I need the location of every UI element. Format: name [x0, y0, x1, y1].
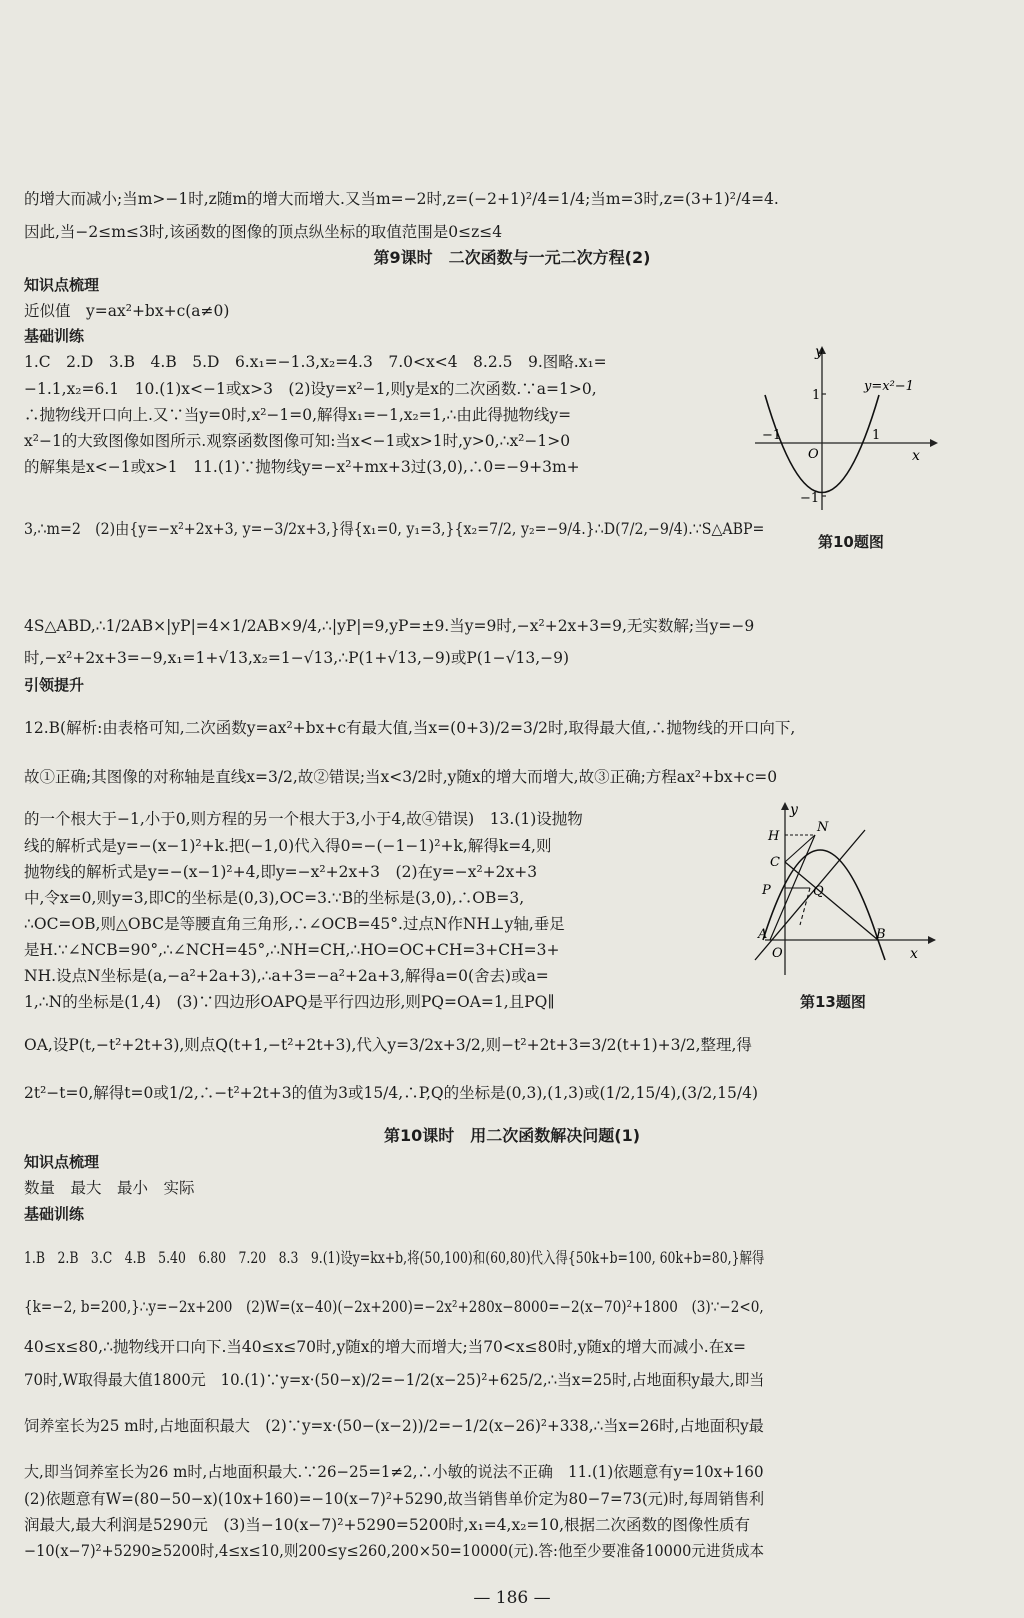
text-line-11: 时,−x²+2x+3=−9,x₁=1+√13,x₂=1−√13,∴P(1+√13,−9)或P(1−√13,−9): [24, 649, 570, 667]
text-line-1: 的增大而减小;当m>−1时,z随m的增大而增大.又当m=−2时,z=(−2+1)²/4=1/4;当m=3时,z=(3+1)²/4=4.: [24, 190, 779, 208]
section-basic-training-1: 基础训练: [24, 327, 85, 345]
fig13-point-n: N: [817, 820, 829, 835]
fig10-y-label: y: [815, 344, 823, 360]
text-line-17: 中,令x=0,则y=3,即C的坐标是(0,3),OC=3.∵B的坐标是(3,0),∴OB=3,: [24, 889, 525, 907]
text-line-19: 是H.∵∠NCB=90°,∴∠NCH=45°,∴NH=CH,∴HO=OC+CH=3+CH=3+: [24, 941, 560, 959]
fig13-point-p: P: [762, 883, 771, 898]
text-line-31: (2)依题意有W=(80−50−x)(10x+160)=−10(x−7)²+5290,故当销售单价定为80−7=73(元)时,每周销售利: [24, 1490, 765, 1508]
text-line-27: 40≤x≤80,∴抛物线开口向下.当40≤x≤70时,y随x的增大而增大;当70<x≤80时,y随x的增大而减小.在x=: [24, 1338, 746, 1356]
text-line-26: {k=−2, b=200,}∴y=−2x+200 (2)W=(x−40)(−2x+200)=−2x²+280x−8000=−2(x−70)²+1800 (3)∵−2<0,: [24, 1298, 764, 1316]
section-knowledge-points-2: 知识点梳理: [24, 1153, 100, 1171]
fig10-x-label: x: [912, 448, 920, 464]
lesson-10-title: 第10课时 用二次函数解决问题(1): [383, 1126, 641, 1145]
text-line-2: 因此,当−2≤m≤3时,该函数的图像的顶点纵坐标的取值范围是0≤z≤4: [24, 223, 503, 241]
fig10-xneg1-label: −1: [762, 428, 782, 443]
text-line-21: 1,∴N的坐标是(1,4) (3)∵四边形OAPQ是平行四边形,则PQ=OA=1,且PQ∥: [24, 993, 555, 1011]
fig13-point-q: Q: [813, 884, 824, 899]
text-line-32: 润最大,最大利润是5290元 (3)当−10(x−7)²+5290=5200时,x₁=4,x₂=10,根据二次函数的图像性质有: [24, 1516, 751, 1534]
section-knowledge-points-1: 知识点梳理: [24, 276, 100, 294]
text-line-5: −1.1,x₂=6.1 10.(1)x<−1或x>3 (2)设y=x²−1,则y是x的二次函数.∵a=1>0,: [24, 380, 597, 398]
fig13-y-label: y: [790, 802, 798, 818]
figure-10-caption: 第10题图: [818, 533, 884, 551]
fig13-point-b: B: [876, 927, 886, 942]
text-line-23: 2t²−t=0,解得t=0或1/2,∴−t²+2t+3的值为3或15/4,∴P,Q的坐标是(0,3),(1,3)或(1/2,15/4),(3/2,15/4): [24, 1084, 759, 1102]
text-line-29: 饲养室长为25 m时,占地面积最大 (2)∵y=x·(50−(x−2))/2=−1/2(x−26)²+338,∴当x=26时,占地面积y最: [24, 1417, 764, 1435]
text-line-33: −10(x−7)²+5290≥5200时,4≤x≤10,则200≤y≤260,200×50=10000(元).答:他至少要准备10000元进货成本: [24, 1542, 765, 1560]
text-line-28: 70时,W取得最大值1800元 10.(1)∵y=x·(50−x)/2=−1/2(x−25)²+625/2,∴当x=25时,占地面积y最大,即当: [24, 1371, 765, 1389]
text-line-25: 1.B 2.B 3.C 4.B 5.40 6.80 7.20 8.3 9.(1)设y=kx+b,将(50,100)和(60,80)代入得{50k+b=100, 60k+b=80,}解得: [24, 1249, 765, 1267]
fig13-point-c: C: [770, 855, 780, 870]
text-line-15: 线的解析式是y=−(x−1)²+k.把(−1,0)代入得0=−(−1−1)²+k,解得k=4,则: [24, 837, 552, 855]
figure-13: [760, 800, 940, 980]
text-line-8: 的解集是x<−1或x>1 11.(1)∵抛物线y=−x²+mx+3过(3,0),∴0=−9+3m+: [24, 458, 580, 476]
fig10-x1-label: 1: [872, 428, 881, 443]
figure-13-caption: 第13题图: [800, 993, 866, 1011]
text-line-16: 抛物线的解析式是y=−(x−1)²+4,即y=−x²+2x+3 (2)在y=−x²+2x+3: [24, 863, 538, 881]
text-line-7: x²−1的大致图像如图所示.观察函数图像可知:当x<−1或x>1时,y>0,∴x²−1>0: [24, 432, 571, 450]
text-line-9: 3,∴m=2 (2)由{y=−x²+2x+3, y=−3/2x+3,}得{x₁=0, y₁=3,}{x₂=7/2, y₂=−9/4.}∴D(7/2,−9/4).∵S△ABP=: [24, 520, 765, 538]
page-number: — 186 —: [473, 1588, 551, 1608]
fig13-point-a: A: [758, 927, 768, 942]
text-line-3: 近似值 y=ax²+bx+c(a≠0): [24, 302, 230, 320]
text-line-6: ∴抛物线开口向上.又∵当y=0时,x²−1=0,解得x₁=−1,x₂=1,∴由此得抛物线y=: [24, 406, 572, 424]
text-line-14: 的一个根大于−1,小于0,则方程的另一个根大于3,小于4,故④错误) 13.(1)设抛物: [24, 810, 583, 828]
text-line-12: 12.B(解析:由表格可知,二次函数y=ax²+bx+c有最大值,当x=(0+3)/2=3/2时,取得最大值,∴抛物线的开口向下,: [24, 719, 796, 737]
text-line-18: ∴OC=OB,则△OBC是等腰直角三角形,∴∠OCB=45°.过点N作NH⊥y轴,垂足: [24, 915, 565, 933]
fig10-origin-label: O: [808, 447, 819, 462]
figure-10: [750, 340, 940, 515]
text-line-24: 数量 最大 最小 实际: [24, 1179, 195, 1197]
text-line-30: 大,即当饲养室长为26 m时,占地面积最大.∵26−25=1≠2,∴小敏的说法不正确 11.(1)依题意有y=10x+160: [24, 1463, 764, 1481]
fig13-point-h: H: [768, 829, 780, 844]
fig10-yneg1-label: −1: [800, 491, 820, 506]
text-line-13: 故①正确;其图像的对称轴是直线x=3/2,故②错误;当x<3/2时,y随x的增大而增大,故③正确;方程ax²+bx+c=0: [24, 768, 778, 786]
fig10-curve-label: y=x²−1: [864, 379, 914, 394]
section-basic-training-2: 基础训练: [24, 1205, 85, 1223]
text-line-4: 1.C 2.D 3.B 4.B 5.D 6.x₁=−1.3,x₂=4.3 7.0<x<4 8.2.5 9.图略.x₁=: [24, 353, 607, 371]
fig10-y1-label: 1: [812, 388, 821, 403]
lesson-9-title: 第9课时 二次函数与一元二次方程(2): [373, 248, 651, 267]
text-line-20: NH.设点N坐标是(a,−a²+2a+3),∴a+3=−a²+2a+3,解得a=0(舍去)或a=: [24, 967, 549, 985]
fig13-origin-label: O: [772, 946, 783, 961]
text-line-10: 4S△ABD,∴1/2AB×|yP|=4×1/2AB×9/4,∴|yP|=9,yP=±9.当y=9时,−x²+2x+3=9,无实数解;当y=−9: [24, 617, 755, 635]
text-line-22: OA,设P(t,−t²+2t+3),则点Q(t+1,−t²+2t+3),代入y=3/2x+3/2,则−t²+2t+3=3/2(t+1)+3/2,整理,得: [24, 1036, 752, 1054]
fig13-x-label: x: [910, 946, 918, 962]
section-advance: 引领提升: [24, 676, 85, 694]
